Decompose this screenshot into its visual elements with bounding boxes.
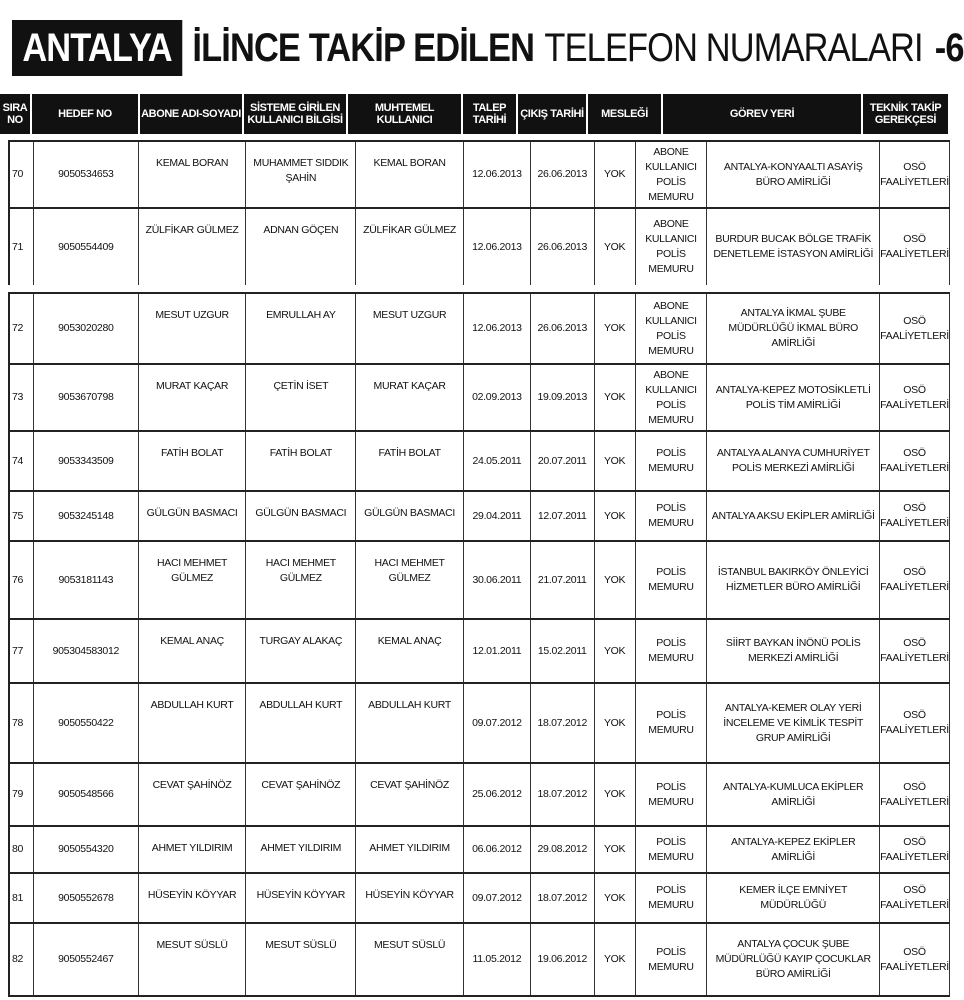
cell-muhtemel: KEMAL BORAN [356,142,464,207]
cell-talep: 12.06.2013 [464,294,531,363]
cell-gerekce: OSÖ FAALİYETLERİ [880,492,950,540]
cell-meslek: YOK [595,365,636,430]
cell-gorev: ANTALYA AKSU EKİPLER AMİRLİĞİ [707,492,880,540]
cell-unvan: ABONE KULLANICI POLİS MEMURU [636,209,708,285]
cell-gorev: ANTALYA-KEPEZ MOTOSİKLETLİ POLİS TİM AMİRLİĞİ [707,365,880,430]
cell-gorev: SİİRT BAYKAN İNÖNÜ POLİS MERKEZİ AMİRLİĞİ [707,620,880,682]
cell-sistem: GÜLGÜN BASMACI [246,492,356,540]
cell-hedef: 9050552467 [34,924,139,995]
cell-no: 78 [10,684,34,762]
cell-abone: AHMET YILDIRIM [139,827,247,872]
cell-unvan: POLİS MEMURU [636,492,708,540]
cell-gorev: ANTALYA ALANYA CUMHURİYET POLİS MERKEZİ AMİRLİĞİ [707,432,880,490]
cell-unvan: POLİS MEMURU [636,620,708,682]
cell-cikis: 29.08.2012 [531,827,595,872]
cell-gorev: ANTALYA-KEMER OLAY YERİ İNCELEME VE KİMLİK TESPİT GRUP AMİRLİĞİ [707,684,880,762]
cell-gorev: BURDUR BUCAK BÖLGE TRAFİK DENETLEME İSTASYON AMİRLİĞİ [707,209,880,285]
cell-abone: HÜSEYİN KÖYYAR [139,874,247,922]
cell-meslek: YOK [595,924,636,995]
cell-gerekce: OSÖ FAALİYETLERİ [880,620,950,682]
cell-cikis: 12.07.2011 [531,492,595,540]
title-highlight: ANTALYA [12,20,182,76]
cell-talep: 12.01.2011 [464,620,531,682]
cell-gerekce: OSÖ FAALİYETLERİ [880,874,950,922]
cell-abone: HACI MEHMET GÜLMEZ [139,542,247,618]
cell-hedef: 9050548566 [34,764,139,825]
cell-talep: 09.07.2012 [464,684,531,762]
cell-unvan: POLİS MEMURU [636,874,708,922]
table-row [8,682,950,762]
cell-unvan: ABONE KULLANICI POLİS MEMURU [636,365,708,430]
cell-no: 77 [10,620,34,682]
title-regular: TELEFON NUMARALARI [544,25,923,70]
cell-hedef: 9053245148 [34,492,139,540]
cell-abone: FATİH BOLAT [139,432,247,490]
cell-muhtemel: HACI MEHMET GÜLMEZ [356,542,464,618]
cell-sistem: MESUT SÜSLÜ [246,924,356,995]
table-header [0,94,950,134]
cell-no: 71 [10,209,34,285]
table-row [8,762,950,825]
cell-meslek: YOK [595,764,636,825]
header-meslek: MESLEĞİ [588,94,661,134]
cell-cikis: 18.07.2012 [531,874,595,922]
cell-talep: 06.06.2012 [464,827,531,872]
cell-gerekce: OSÖ FAALİYETLERİ [880,542,950,618]
cell-meslek: YOK [595,874,636,922]
cell-abone: MESUT UZGUR [139,294,247,363]
cell-talep: 11.05.2012 [464,924,531,995]
cell-sistem: EMRULLAH AY [246,294,356,363]
cell-talep: 29.04.2011 [464,492,531,540]
cell-gerekce: OSÖ FAALİYETLERİ [880,924,950,995]
cell-abone: KEMAL ANAÇ [139,620,247,682]
cell-muhtemel: ZÜLFİKAR GÜLMEZ [356,209,464,285]
cell-meslek: YOK [595,620,636,682]
cell-cikis: 20.07.2011 [531,432,595,490]
cell-sistem: ABDULLAH KURT [246,684,356,762]
cell-unvan: POLİS MEMURU [636,684,708,762]
cell-hedef: 9053181143 [34,542,139,618]
table-row [8,872,950,922]
cell-hedef: 9050550422 [34,684,139,762]
header-sira-no: SIRA NO [0,94,30,134]
table-row [8,618,950,682]
title-number: -6 [934,25,964,70]
header-gerekce: TEKNİK TAKİP GEREKÇESİ [863,94,948,134]
cell-sistem: FATİH BOLAT [246,432,356,490]
cell-talep: 30.06.2011 [464,542,531,618]
cell-cikis: 18.07.2012 [531,684,595,762]
table-row [8,540,950,618]
cell-gerekce: OSÖ FAALİYETLERİ [880,764,950,825]
cell-hedef: 9050554409 [34,209,139,285]
cell-cikis: 15.02.2011 [531,620,595,682]
table-row [8,363,950,430]
table-row [8,207,950,285]
cell-unvan: POLİS MEMURU [636,542,708,618]
cell-abone: ABDULLAH KURT [139,684,247,762]
cell-gorev: ANTALYA-KONYAALTI ASAYİŞ BÜRO AMİRLİĞİ [707,142,880,207]
cell-unvan: ABONE KULLANICI POLİS MEMURU [636,294,708,363]
cell-cikis: 21.07.2011 [531,542,595,618]
table-row [8,292,950,363]
cell-sistem: AHMET YILDIRIM [246,827,356,872]
table-row [8,430,950,490]
page-title [12,20,964,76]
cell-gorev: İSTANBUL BAKIRKÖY ÖNLEYİCİ HİZMETLER BÜRO AMİRLİĞİ [707,542,880,618]
cell-sistem: HÜSEYİN KÖYYAR [246,874,356,922]
cell-cikis: 26.06.2013 [531,209,595,285]
table-row [8,140,950,207]
cell-unvan: ABONE KULLANICI POLİS MEMURU [636,142,708,207]
cell-unvan: POLİS MEMURU [636,924,708,995]
cell-abone: MURAT KAÇAR [139,365,247,430]
table-row [8,825,950,872]
header-muhtemel: MUHTEMEL KULLANICI [348,94,461,134]
cell-meslek: YOK [595,432,636,490]
cell-gorev: ANTALYA ÇOCUK ŞUBE MÜDÜRLÜĞÜ KAYIP ÇOCUKLAR BÜRO AMİRLİĞİ [707,924,880,995]
table-row [8,490,950,540]
header-sistem: SİSTEME GİRİLEN KULLANICI BİLGİSİ [244,94,346,134]
cell-muhtemel: MESUT UZGUR [356,294,464,363]
cell-sistem: MUHAMMET SIDDIK ŞAHİN [246,142,356,207]
cell-hedef: 9053020280 [34,294,139,363]
cell-no: 82 [10,924,34,995]
cell-muhtemel: ABDULLAH KURT [356,684,464,762]
cell-cikis: 26.06.2013 [531,142,595,207]
cell-hedef: 9050554320 [34,827,139,872]
header-talep: TALEP TARİHİ [463,94,516,134]
cell-abone: KEMAL BORAN [139,142,247,207]
cell-no: 81 [10,874,34,922]
cell-meslek: YOK [595,294,636,363]
cell-sistem: TURGAY ALAKAÇ [246,620,356,682]
cell-sistem: ADNAN GÖÇEN [246,209,356,285]
header-gorev: GÖREV YERİ [663,94,861,134]
cell-talep: 09.07.2012 [464,874,531,922]
cell-gorev: ANTALYA İKMAL ŞUBE MÜDÜRLÜĞÜ İKMAL BÜRO AMİRLİĞİ [707,294,880,363]
cell-muhtemel: CEVAT ŞAHİNÖZ [356,764,464,825]
cell-gerekce: OSÖ FAALİYETLERİ [880,142,950,207]
cell-hedef: 9050534653 [34,142,139,207]
cell-muhtemel: KEMAL ANAÇ [356,620,464,682]
cell-muhtemel: HÜSEYİN KÖYYAR [356,874,464,922]
cell-muhtemel: GÜLGÜN BASMACI [356,492,464,540]
cell-abone: ZÜLFİKAR GÜLMEZ [139,209,247,285]
cell-talep: 25.06.2012 [464,764,531,825]
cell-talep: 12.06.2013 [464,142,531,207]
cell-gerekce: OSÖ FAALİYETLERİ [880,432,950,490]
cell-abone: CEVAT ŞAHİNÖZ [139,764,247,825]
table-bottom-border [8,995,950,997]
header-cikis: ÇIKIŞ TARİHİ [518,94,586,134]
cell-meslek: YOK [595,492,636,540]
cell-meslek: YOK [595,142,636,207]
cell-unvan: POLİS MEMURU [636,764,708,825]
cell-cikis: 26.06.2013 [531,294,595,363]
cell-unvan: POLİS MEMURU [636,827,708,872]
cell-talep: 02.09.2013 [464,365,531,430]
cell-no: 72 [10,294,34,363]
cell-cikis: 18.07.2012 [531,764,595,825]
header-hedef-no: HEDEF NO [32,94,138,134]
cell-gorev: ANTALYA-KEPEZ EKİPLER AMİRLİĞİ [707,827,880,872]
cell-hedef: 9050552678 [34,874,139,922]
cell-no: 74 [10,432,34,490]
cell-no: 79 [10,764,34,825]
cell-hedef: 9053670798 [34,365,139,430]
cell-meslek: YOK [595,209,636,285]
cell-sistem: HACI MEHMET GÜLMEZ [246,542,356,618]
cell-gerekce: OSÖ FAALİYETLERİ [880,209,950,285]
cell-gerekce: OSÖ FAALİYETLERİ [880,294,950,363]
cell-gerekce: OSÖ FAALİYETLERİ [880,365,950,430]
cell-abone: MESUT SÜSLÜ [139,924,247,995]
cell-cikis: 19.09.2013 [531,365,595,430]
cell-gerekce: OSÖ FAALİYETLERİ [880,827,950,872]
cell-sistem: CEVAT ŞAHİNÖZ [246,764,356,825]
cell-no: 70 [10,142,34,207]
cell-muhtemel: MESUT SÜSLÜ [356,924,464,995]
cell-muhtemel: FATİH BOLAT [356,432,464,490]
cell-meslek: YOK [595,684,636,762]
cell-muhtemel: AHMET YILDIRIM [356,827,464,872]
cell-no: 76 [10,542,34,618]
cell-talep: 12.06.2013 [464,209,531,285]
cell-meslek: YOK [595,542,636,618]
cell-abone: GÜLGÜN BASMACI [139,492,247,540]
cell-gorev: KEMER İLÇE EMNİYET MÜDÜRLÜĞÜ [707,874,880,922]
cell-unvan: POLİS MEMURU [636,432,708,490]
cell-hedef: 9053343509 [34,432,139,490]
cell-hedef: 905304583012 [34,620,139,682]
cell-no: 75 [10,492,34,540]
cell-cikis: 19.06.2012 [531,924,595,995]
cell-muhtemel: MURAT KAÇAR [356,365,464,430]
cell-gorev: ANTALYA-KUMLUCA EKİPLER AMİRLİĞİ [707,764,880,825]
cell-meslek: YOK [595,827,636,872]
cell-no: 80 [10,827,34,872]
header-abone: ABONE ADI-SOYADI [140,94,242,134]
cell-no: 73 [10,365,34,430]
table-row [8,922,950,995]
cell-sistem: ÇETİN İSET [246,365,356,430]
cell-gerekce: OSÖ FAALİYETLERİ [880,684,950,762]
title-bold: İLİNCE TAKİP EDİLEN [192,25,535,70]
cell-talep: 24.05.2011 [464,432,531,490]
